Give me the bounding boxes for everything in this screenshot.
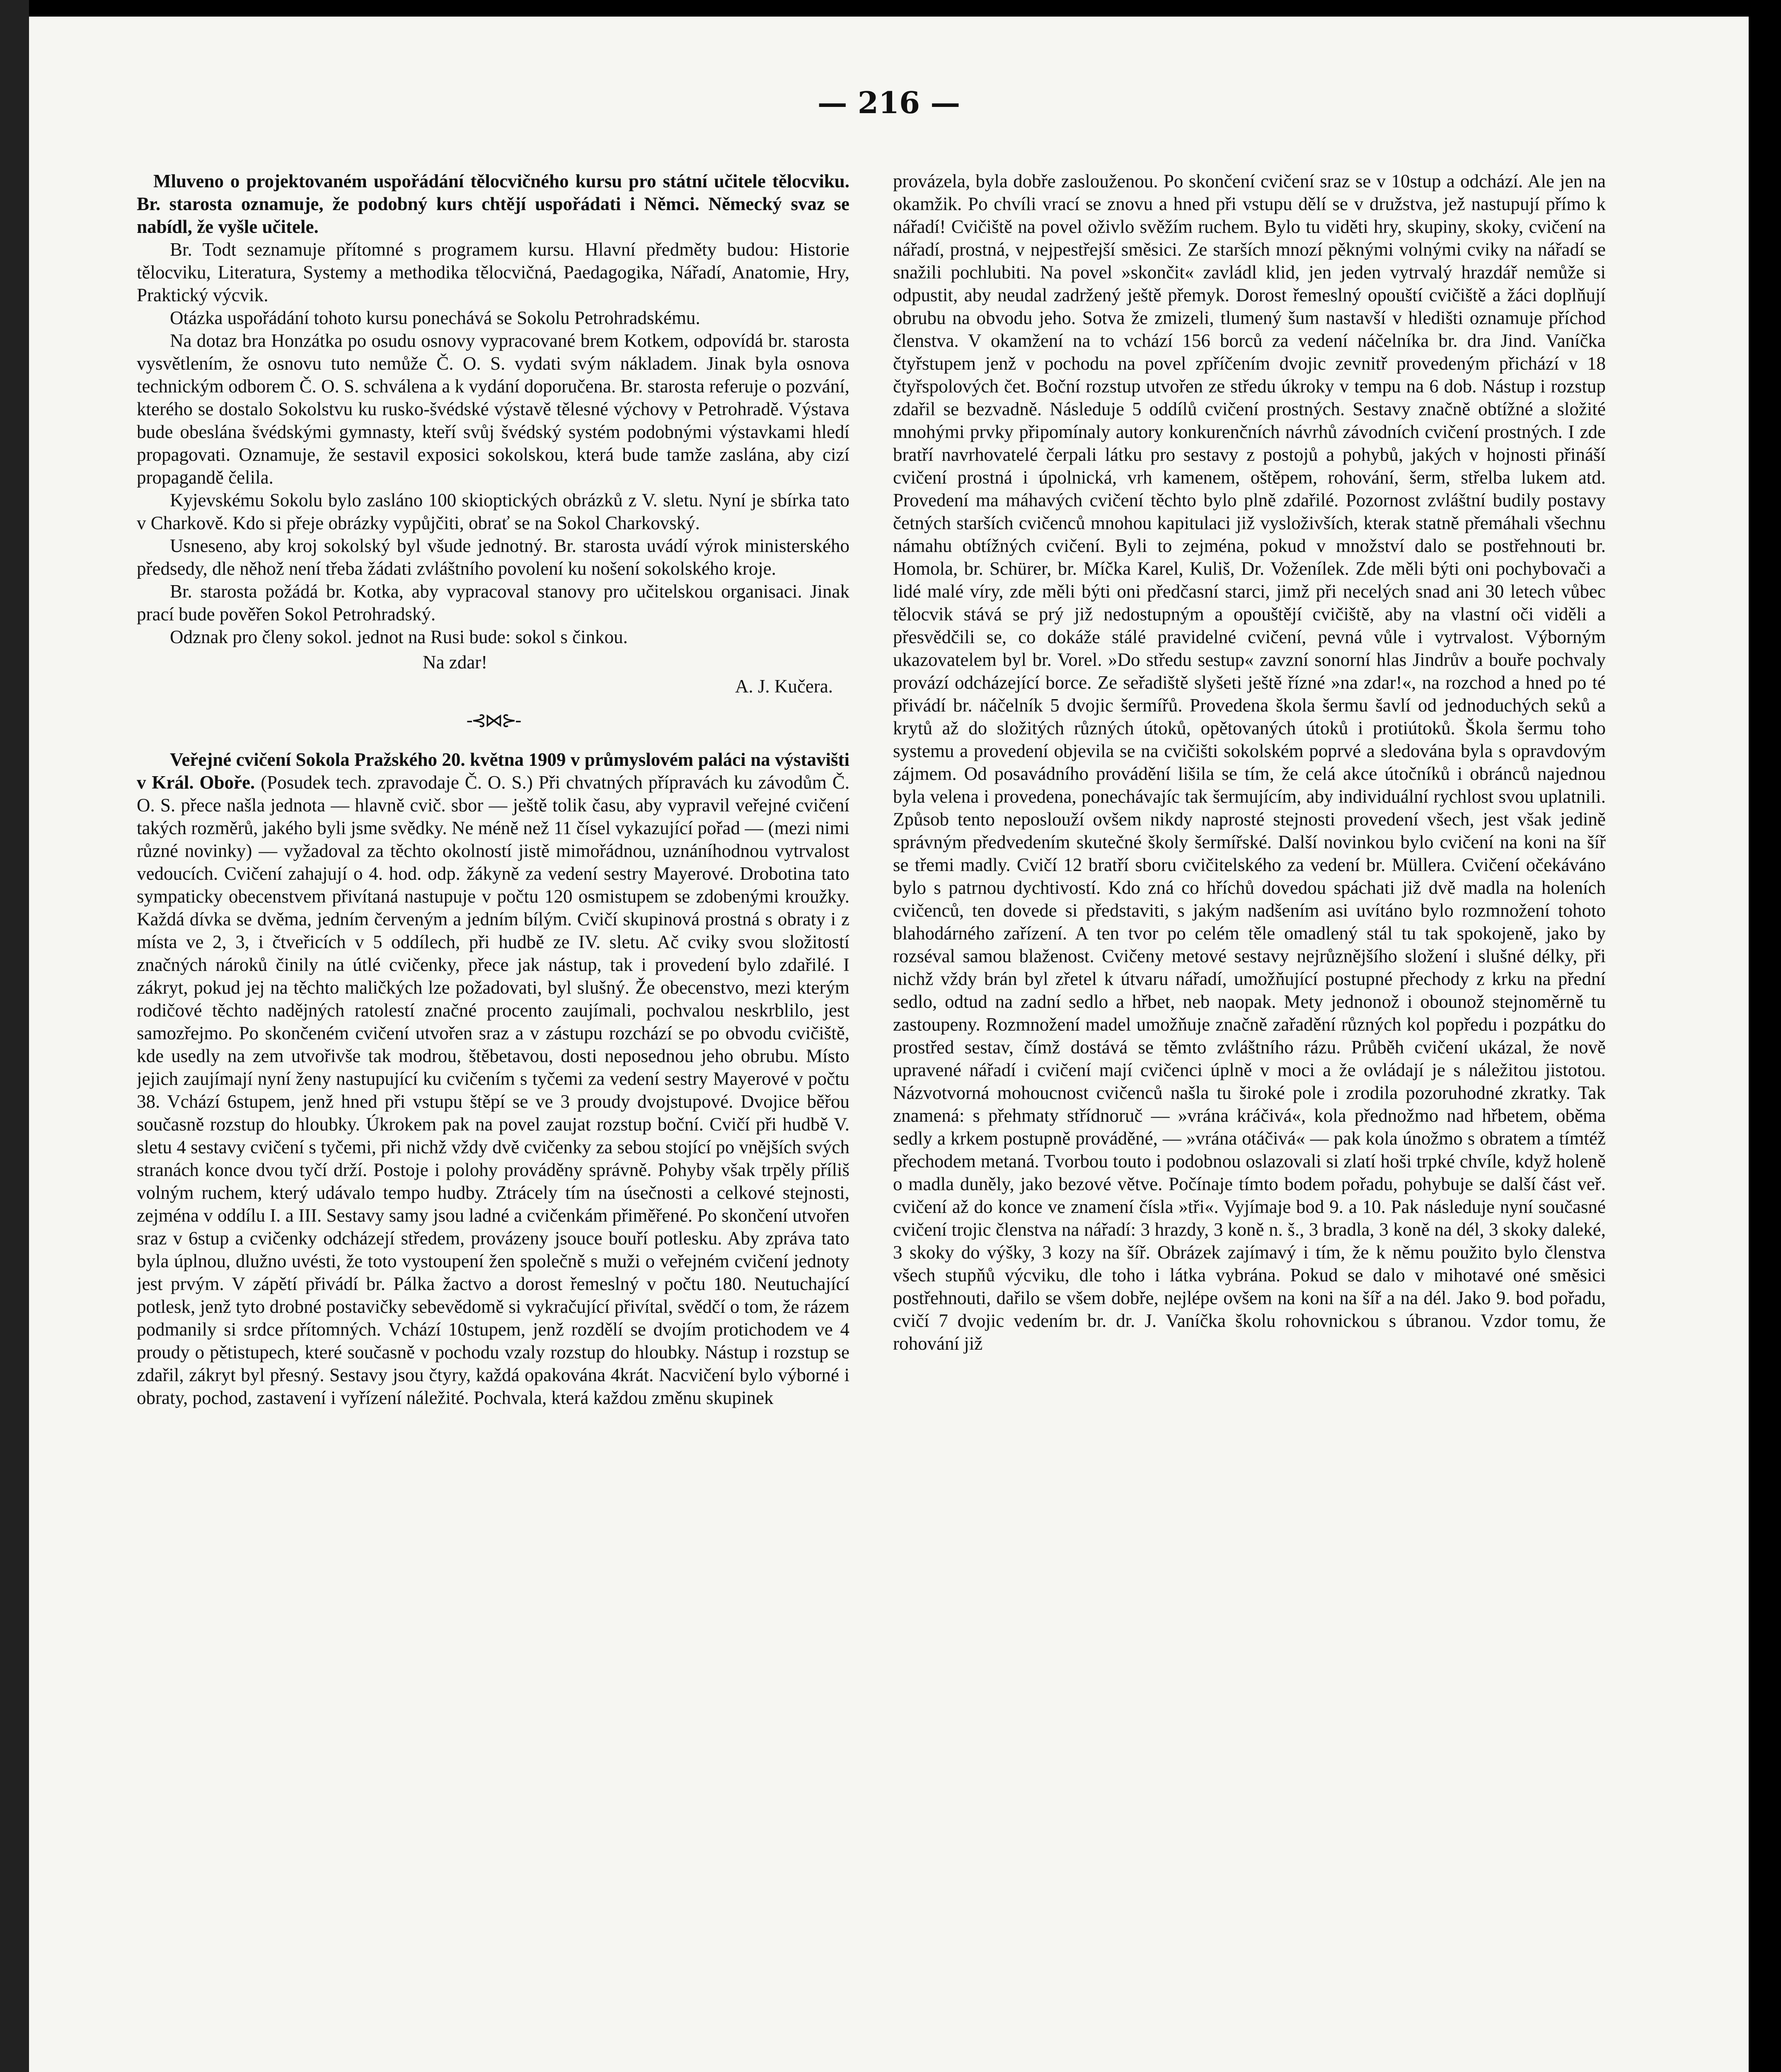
paragraph: Br. Todt seznamuje přítomné s programem kursu. Hlavní předměty budou: Historie tělocviku, Literatura, Systemy a methodika tělocvičná, Paedagogika, Nářadí, Anatomie, Hry, Praktický výcvik. <box>137 239 849 305</box>
paper-sheet <box>29 17 1749 2072</box>
author-name: A. J. Kučera. <box>735 676 833 697</box>
left-column <box>137 170 849 2072</box>
section-ornament: -⊰⋈⊱- <box>466 710 520 731</box>
article-paragraph <box>137 748 849 1409</box>
right-column <box>893 170 1606 2072</box>
paragraph: Otázka uspořádání tohoto kursu ponechává se Sokolu Petrohradskému. <box>170 307 700 328</box>
paragraph: Br. starosta požádá br. Kotka, aby vypracoval stanovy pro učitelskou organisaci. Jinak prací bude pověřen Sokol Petrohradský. <box>137 581 849 625</box>
greeting: Na zdar! <box>423 652 488 673</box>
paragraph: Odznak pro členy sokol. jednot na Rusi bude: sokol s činkou. <box>170 627 628 647</box>
scan-border-left <box>0 0 29 2072</box>
paragraph: Na dotaz bra Honzátka po osudu osnovy vypracované brem Kotkem, odpovídá br. starosta vysvětlením, že osnovu tuto nemůže Č. O. S. vydati svým nákladem. Jinak byla osnova technickým odborem Č. O. S. schválena a k vydání doporučena. Br. starosta referuje o pozvání, kterého se dostalo Sokolstvu ku rusko-švédské výstavě tělesné výchovy v Petrohradě. Výstava bude obeslána švédskými gymnasty, kteří svůj švédský systém podobnými výstavkami hledí propagovati. Oznamuje, že sestavil exposici sokolskou, která bude tamže zaslána, aby cizí propagandě čelila. <box>137 330 849 488</box>
paragraph: provázela, byla dobře zaslouženou. Po skončení cvičení sraz se v 10stup a odchází. Ale jen na okamžik. Po chvíli vrací se znovu a hned při vstupu dělí se v družstva, jež nastupují přímo k nářadí! Cvičiště na povel oživlo svěžím ruchem. Bylo tu viděti hry, skupiny, skoky, cvičení na nářadí, prostná, v nejpestřejší směsici. Ze starších mnozí pěknými volnými cviky na nářadí se snažili pochlubiti. Na povel »skončit« zavládl klid, jen jeden vytrvalý hrazdář nemůže si odpustit, aby neudal zadržený ještě přemyk. Dorost řemeslný opouští cvičiště a žáci doplňují obrubu na obvodu jeho. Sotva že zmizeli, tlumený šum nastavší v hledišti oznamuje příchod členstva. V okamžení na to vchází 156 borců za vedení náčelníka br. dra Jind. Vaníčka čtyřstupem jenž v pochodu na povel zpříčením dvojic zevnitř provedeným přichází v 18 čtyřspolových čet. Boční rozstup utvořen ze středu úkroky v tempu na 6 dob. Nástup i rozstup zdařil se bezvadně. Následuje 5 oddílů cvičení prostných. Sestavy značně obtížné a složité mnohými prvky připomínaly autory konkurenčních návrhů závodních cvičení prostných. I zde bratří navrhovatelé čerpali látku pro sestavy z postojů a pohybů, jakých v hojnosti přináší cvičení prostná i úpolnická, vrh kamenem, oštěpem, rohování, šerm, střelba lukem atd. Provedení ma máhavých cvičení těchto bylo plně zdařilé. Pozornost zvláštní budily postavy četných starších cvičenců mnohou kapitulaci již vysloživších, kterak statně přemáhali všechnu námahu obtížných cvičení. Byli to zejména, pokud v množství dalo se postřehnouti br. Homola, br. Schürer, br. Míčka Karel, Kuliš, Dr. Voženílek. Zde měli býti oni pochybovači a lidé malé víry, zde měli býti oni předčasní starci, jimž při necelých snad ani 30 letech vůbec tělocvik stává se prý již nedostupným a opouštějí cvičiště, aby na vlastní oči viděli a přesvědčili se, co dokáže stálé pravidelné cvičení, pevná vůle i vytrvalost. Výborným ukazovatelem byl br. Vorel. »Do středu sestup« zavzní sonorní hlas Jindrův a bouře pochvaly provází odcházející borce. Ze seřadiště slyšeti ještě řízné »na zdar!«, na rozchod a hned po té přivádí br. náčelník 5 dvojic šermířů. Provedena škola šermu šavlí od jednoduchých seků a krytů až do složitých různých útoků, opětovaných útoků i protiútoků. Škola šermu toho systemu a provedení objevila se na cvičišti sokolském poprvé a sledována byla s opravdovým zájmem. Od posavádního provádění lišila se tím, že celá akce útočníků i obránců najednou byla velena i provedena, ponechávajíc tak šermujícím, aby individuální rychlost svou uplatnili. Způsob tento neposlouží ovšem nikdy naprosté stejnosti provedení všech, jest však jedině správným předvedením skutečné školy šermířské. Další novinkou bylo cvičení na koni na šíř se třemi madly. Cvičí 12 bratří sboru cvičitelského za vedení br. Müllera. Cvičení očekáváno bylo s patrnou dychtivostí. Kdo zná co hříchů dovedou spáchati již dvě madla na holeních cvičenců, ten dovede si představiti, s jakým nadšením asi uvítáno bylo rozmnožení tohoto blahodárného zařízení. A ten tvor po celém těle omadlený stál tu tak spokojeně, jako by rozséval samou blaženost. Cvičeny metové sestavy nejrůznějšího složení i slušné délky, při nichž vždy brán byl zřetel k útvaru nářadí, umožňující postupné přechody z krku na přední sedlo, odtud na zadní sedlo a hřbet, neb naopak. Mety jednonož i obounož stejnoměrně tu zastoupeny. Rozmnožení madel umožňuje značně zařadění různých kol popředu i pozpátku do prostřed sestav, čímž dostává se těmto zvláštního rázu. Průběh cvičení ukázal, že nově upravené nářadí i cvičení mají cvičenci úplně v moci a že ovládají je s náležitou jistotou. Názvotvorná mohoucnost cvičenců našla tu široké pole i zrodila pozoruhodné zkratky. Tak znamená: s přehmaty střídnoruč — »vrána kráčivá«, kola přednožmo nad hřbetem, oběma sedly a krkem postupně prováděné, — »vrána otáčivá« — pak kola únožmo s obratem a tímtéž přechodem metaná. Tvorbou touto i podobnou oslazovali si zlatí hoši trpké chvíle, když holeně o madla duněly, jako bezové větve. Počínaje tímto bodem pořadu, pohybuje se další část veř. cvičení až do konce ve znamení čísla »tři«. Vyjímaje bod 9. a 10. Pak následuje nyní současné cvičení trojic členstva na nářadí: 3 hrazdy, 3 koně n. š., 3 bradla, 3 koně na dél, 3 skoky daleké, 3 skoky do výšky, 3 kozy na šíř. Obrázek zajímavý i tím, že k němu použito bylo členstva všech stupňů výcviku, dle toho i látka vybrána. Pokud se dalo v mihotavé oné směsici postřehnouti, dařilo se všem dobře, nejlépe ovšem na koni na šíř a na dél. Jako 9. bod pořadu, cvičí 7 dvojic vedením br. dr. J. Vaníčka školu rohovnickou s úbranou. Vzdor tomu, že rohování již <box>893 171 1606 1354</box>
signature-block <box>137 651 849 697</box>
article-heading: Veřejné cvičení Sokola Pražského 20. května 1909 v průmyslovém paláci na výstavišti v Král. Oboře. <box>137 749 849 793</box>
paragraph: Usneseno, aby kroj sokolský byl všude jednotný. Br. starosta uvádí výrok ministerského předsedy, dle něhož není třeba žádati zvláštního povolení ku nošení sokolského kroje. <box>137 535 849 579</box>
article-text: (Posudek tech. zpravodaje Č. O. S.) Při chvatných přípravách ku závodům Č. O. S. přece našla jednota — hlavně cvič. sbor — ještě tolik času, aby vypravil veřejné cvičení takých rozměrů, jakého byli jsme svědky. Ne méně než 11 čísel vykazující pořad — (mezi nimi různé novinky) — vyžadoval za těchto okolností jistě mimořádnou, uznáníhodnou vytrvalost vedoucích. Cvičení zahajují o 4. hod. odp. žákyně za vedení sestry Mayerové. Drobotina tato sympaticky obecenstvem přivítaná nastupuje v počtu 120 osmistupem se zdobenými kroužky. Každá dívka se dvěma, jedním červeným a jedním bílým. Cvičí skupinová prostná s obraty i z místa ve 2, 3, i čtveřicích v 5 oddílech, při hudbě ze IV. sletu. Ač cviky svou složitostí značných nároků činily na útlé cvičenky, přece jak nástup, tak i provedení bylo zdařilé. I zákryt, pokud jej na těchto maličkých lze požadovati, byl slušný. Že obecenstvo, mezi kterým rodičové těchto nadějných ratolestí značné procento zaujímali, pochvalou neskrblilo, jest samozřejmo. Po skončeném cvičení utvořen sraz a v zástupu rozchází se po obvodu cvičiště, kde usedly na zem utvořivše tak modrou, štěbetavou, dosti neposednou jeho obrubu. Místo jejich zaujímají nyní ženy nastupující ku cvičením s tyčemi za vedení sestry Mayerové v počtu 38. Vchází 6stupem, jenž hned při vstupu štěpí se ve 3 proudy dvojstupové. Dvojice běřou současně rozstup do hloubky. Úkrokem pak na povel zaujat rozstup boční. Cvičí při hudbě V. sletu 4 sestavy cvičení s tyčemi, při nichž vždy dvě cvičenky za sebou stojící po vnějších svých stranách konce dvou tyčí drží. Postoje i polohy prováděny správně. Pohyby však trpěly příliš volným ruchem, který udávalo tempo hudby. Ztrácely tím na úsečnosti a celkové stejnosti, zejména v oddílu I. a III. Sestavy samy jsou ladné a cvičenkám přiměřené. Po skončení utvořen sraz v 6stup a cvičenky odcházejí středem, provázeny jsouce bouří potlesku. Aby zpráva tato byla úplnou, dlužno uvésti, že toto vystoupení žen společně s muži o veřejném cvičení jednoty jest prvým. V zápětí přivádí br. Pálka žactvo a dorost řemeslný v počtu 180. Neutuchající potlesk, jenž tyto drobné postavičky sebevědomě si vykračující přivítal, svědčí o tom, že rázem podmanily si srdce přítomných. Vchází 10stupem, jenž rozdělí se dvojím protichodem ve 4 proudy o pětistupech, které současně v pochodu vzaly rozstup do hloubky. Nástup i rozstup se zdařil, zákryt byl přesný. Sestavy jsou čtyry, každá opakována 4krát. Nacvičení bylo výborné i obraty, pochod, zastavení i vyřízení náležité. Pochvala, která každou změnu skupinek <box>137 772 849 1408</box>
paragraph: Mluveno o projektovaném uspořádání tělocvičného kursu pro státní učitele tělocviku. Br. starosta oznamuje, že podobný kurs chtějí uspořádati i Němci. Německý svaz se nabídl, že vyšle učitele. <box>137 171 849 237</box>
paragraph: Kyjevskému Sokolu bylo zasláno 100 skioptických obrázků z V. sletu. Nyní je sbírka tato v Charkově. Kdo si přeje obrázky vypůjčiti, obrať se na Sokol Charkovský. <box>137 490 849 533</box>
page-number: — 216 — <box>817 85 961 120</box>
